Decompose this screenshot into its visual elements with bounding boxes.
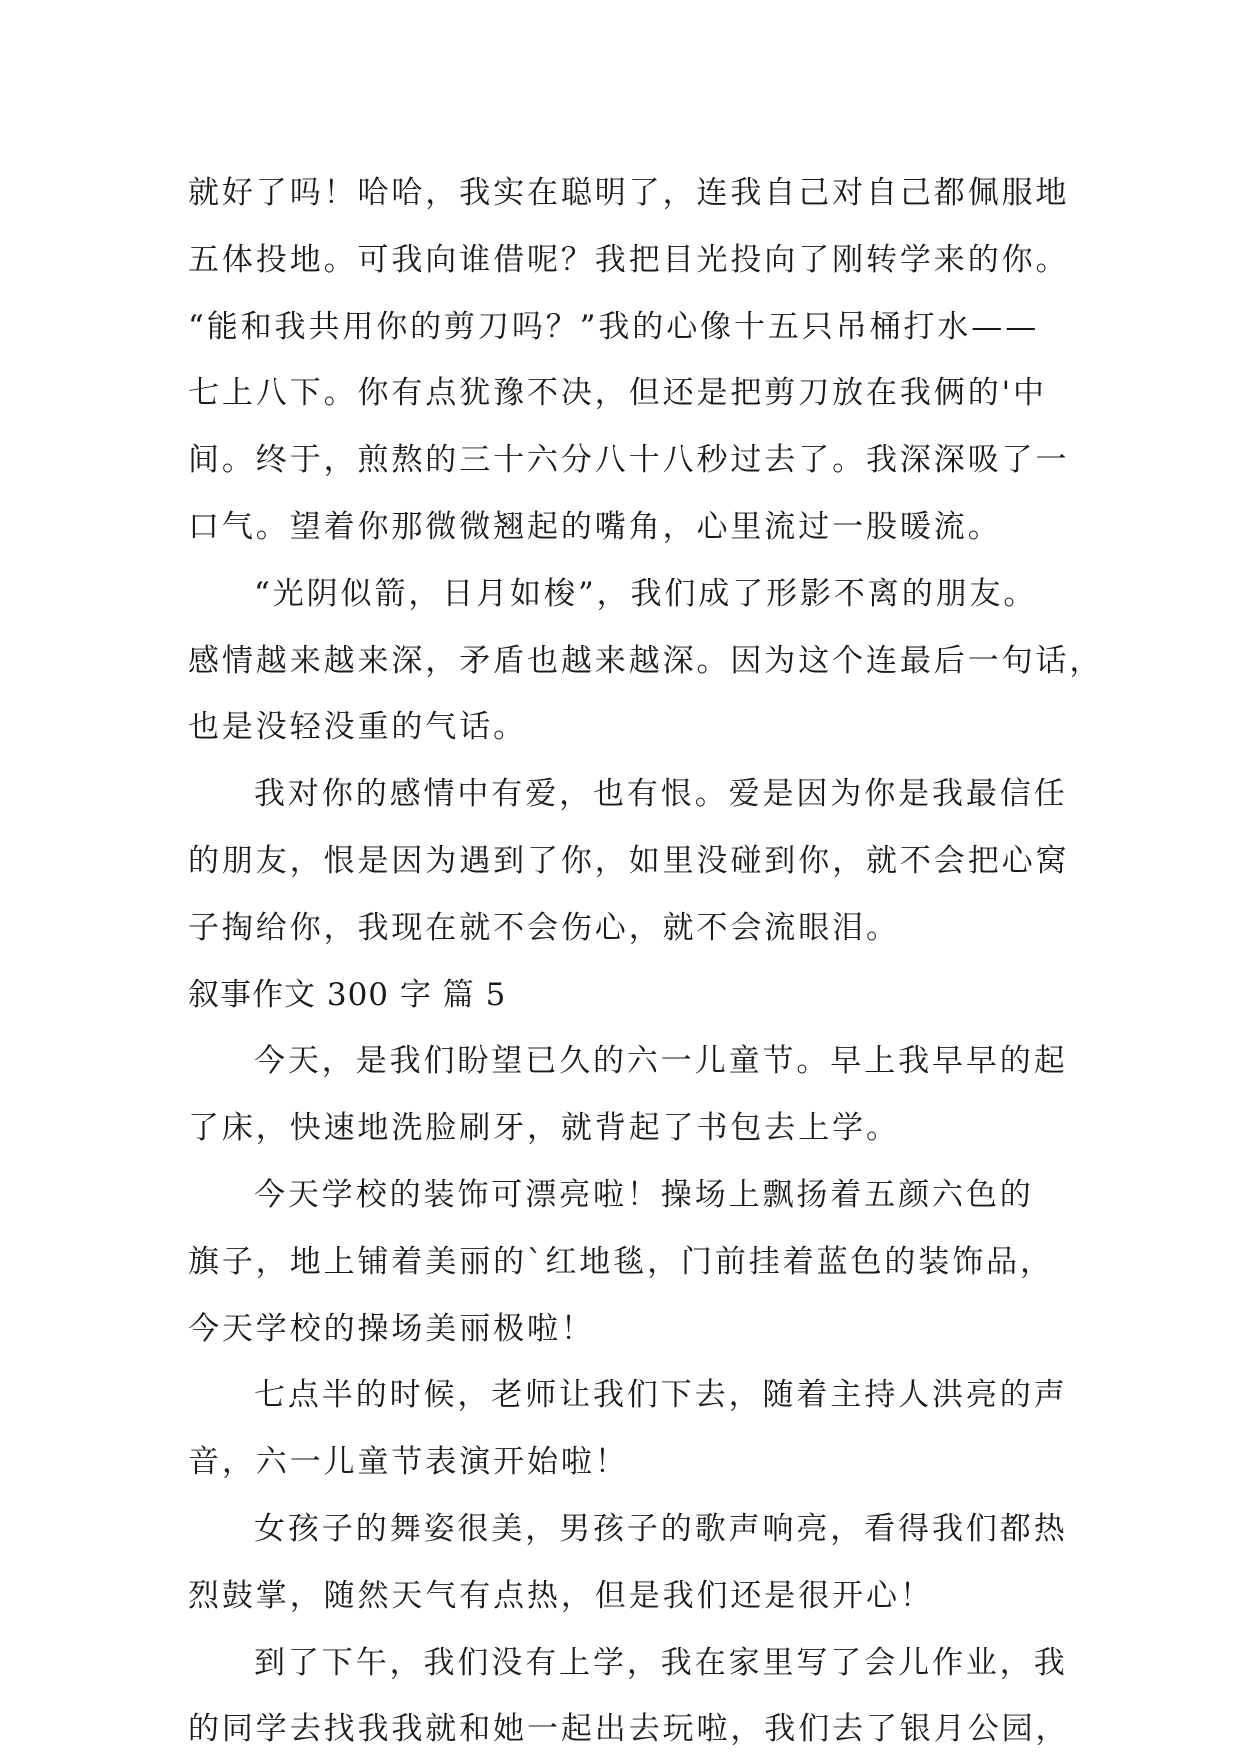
text-line: 间。终于，煎熬的三十六分八十八秒过去了。我深深吸了一 (188, 442, 1070, 479)
text-line: 音，六一儿童节表演开始啦！ (188, 1444, 629, 1481)
paragraph-first-line: 今天，是我们盼望已久的六一儿童节。早上我早早的起 (254, 1043, 1068, 1080)
paragraph-first-line: “光阴似箭，日月如梭”，我们成了形影不离的朋友。 (254, 575, 1038, 612)
text-line: 七上八下。你有点犹豫不决，但还是把剪刀放在我俩的'中 (188, 375, 1047, 412)
text-line: 了床，快速地洗脸刷牙，就背起了书包去上学。 (188, 1110, 900, 1147)
document-page (188, 160, 1104, 1763)
section-heading: 叙事作文 300 字 篇 5 (188, 976, 507, 1013)
text-line: 旗子，地上铺着美丽的`红地毯，门前挂着蓝色的装饰品， (188, 1243, 1054, 1280)
text-line: 也是没轻没重的气话。 (188, 709, 527, 746)
text-line: “能和我共用你的剪刀吗？”我的心像十五只吊桶打水—— (188, 308, 1040, 345)
paragraph-first-line: 我对你的感情中有爱，也有恨。爱是因为你是我最信任 (254, 776, 1068, 813)
text-line: 烈鼓掌，随然天气有点热，但是我们还是很开心！ (188, 1577, 934, 1614)
text-line: 的朋友，恨是因为遇到了你，如里没碰到你，就不会把心窝 (188, 842, 1070, 879)
text-line: 今天学校的操场美丽极啦！ (188, 1310, 595, 1347)
text-line: 口气。望着你那微微翘起的嘴角，心里流过一股暖流。 (188, 508, 1002, 545)
paragraph-first-line: 到了下午，我们没有上学，我在家里写了会儿作业，我 (254, 1644, 1068, 1681)
paragraph-first-line: 女孩子的舞姿很美，男孩子的歌声响亮，看得我们都热 (254, 1510, 1068, 1547)
text-line: 子掏给你，我现在就不会伤心，就不会流眼泪。 (188, 909, 900, 946)
text-line: 就好了吗！哈哈，我实在聪明了，连我自己对自己都佩服地 (188, 175, 1070, 211)
paragraph-first-line: 七点半的时候，老师让我们下去，随着主持人洪亮的声 (254, 1377, 1068, 1414)
text-line: 感情越来越来深，矛盾也越来越深。因为这个连最后一句话， (188, 642, 1104, 679)
text-line: 的同学去找我我就和她一起出去玩啦，我们去了银月公园， (188, 1711, 1070, 1748)
paragraph-first-line: 今天学校的装饰可漂亮啦！操场上飘扬着五颜六色的 (254, 1176, 1034, 1213)
text-line: 五体投地。可我向谁借呢？我把目光投向了刚转学来的你。 (188, 241, 1070, 278)
